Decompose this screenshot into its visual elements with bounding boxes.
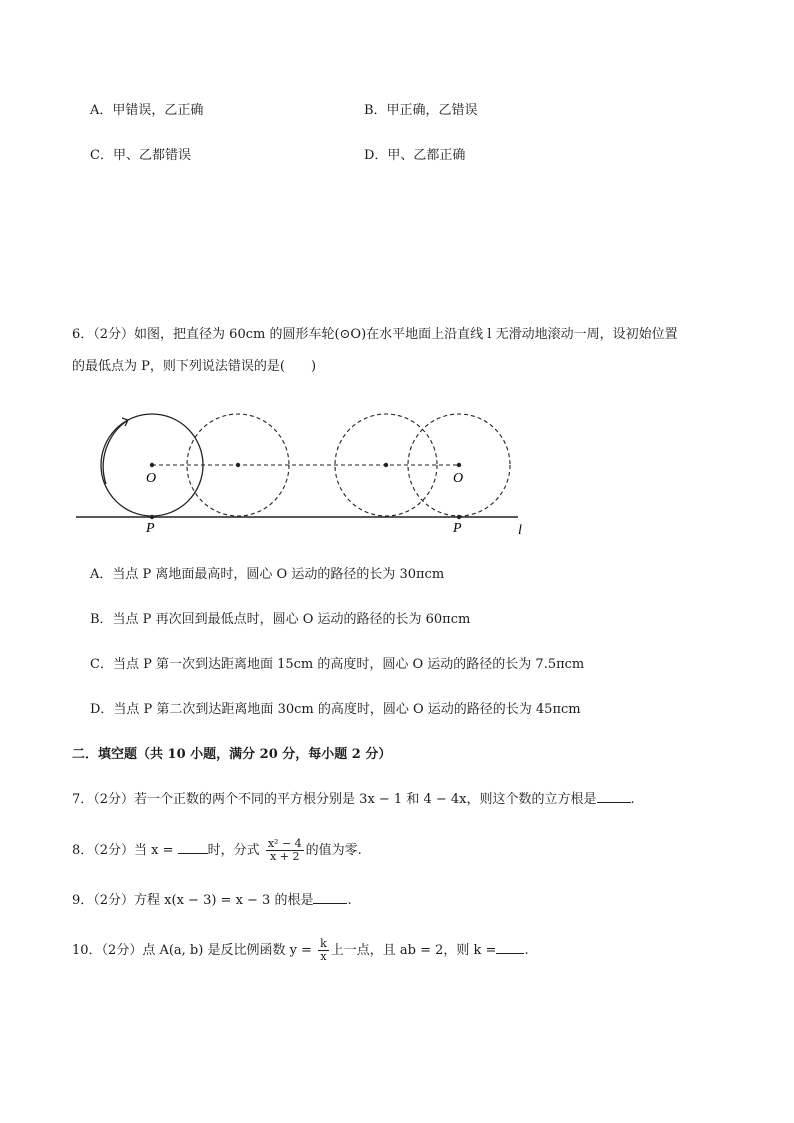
q9-text: 9．（2分）方程 x(x − 3) = x − 3 的根是 bbox=[72, 893, 314, 908]
q10-end: . bbox=[524, 943, 529, 958]
q8-frac-denominator: x + 2 bbox=[270, 850, 300, 863]
q7-answer-blank bbox=[597, 790, 631, 803]
q6-rolling-wheel-figure bbox=[70, 400, 540, 540]
q10-answer-blank bbox=[496, 941, 524, 954]
q10-prefix: 10．（2分）点 A(a, b) 是反比例函数 y = bbox=[72, 943, 312, 958]
q10-frac-numerator: k bbox=[320, 937, 327, 950]
q5-option-b: B．甲正确，乙错误 bbox=[364, 103, 478, 118]
section2-title: 二．填空题（共 10 小题，满分 20 分，每小题 2 分） bbox=[72, 747, 392, 762]
q5-option-c: C．甲、乙都错误 bbox=[90, 148, 191, 163]
q6-option-c: C．当点 P 第一次到达距离地面 15cm 的高度时，圆心 O 运动的路径的长为 7.5πcm bbox=[90, 657, 585, 672]
q9-answer-blank bbox=[313, 891, 347, 904]
label-O-right: O bbox=[453, 471, 464, 486]
q8 bbox=[72, 836, 362, 866]
q6-stem-line1: 6．（2分）如图，把直径为 60cm 的圆形车轮(⊙O)在水平地面上沿直线 l 无滑动地滚动一周，设初始位置 bbox=[72, 327, 678, 342]
q8-middle: 时，分式 bbox=[207, 843, 260, 858]
q8-fraction bbox=[266, 838, 304, 863]
q9-end: . bbox=[347, 893, 352, 908]
q8-frac-numerator: x² − 4 bbox=[267, 837, 302, 850]
q8-suffix: 的值为零. bbox=[305, 843, 362, 858]
q6-option-b: B．当点 P 再次回到最低点时，圆心 O 运动的路径的长为 60πcm bbox=[90, 612, 471, 627]
label-P-left: P bbox=[146, 521, 155, 536]
q7-text: 7．（2分）若一个正数的两个不同的平方根分别是 3x − 1 和 4 − 4x，则这个数的立方根是 bbox=[72, 792, 597, 807]
q9 bbox=[72, 891, 352, 910]
q10-frac-denominator: x bbox=[320, 950, 327, 963]
q6-option-d: D．当点 P 第二次到达距离地面 30cm 的高度时，圆心 O 运动的路径的长为 45πcm bbox=[90, 702, 581, 717]
q7-end: . bbox=[630, 792, 635, 807]
q6-stem-line2: 的最低点为 P，则下列说法错误的是( ) bbox=[72, 359, 317, 374]
q5-option-d: D．甲、乙都正确 bbox=[364, 148, 466, 163]
q7 bbox=[72, 790, 635, 809]
q10-fraction bbox=[318, 938, 329, 963]
label-P-right: P bbox=[453, 521, 462, 536]
q8-answer-blank bbox=[178, 841, 208, 854]
q10-middle: 上一点，且 ab = 2，则 k = bbox=[330, 943, 497, 958]
label-O-left: O bbox=[146, 471, 157, 486]
q8-prefix: 8．（2分）当 x = bbox=[72, 843, 174, 858]
q6-option-a: A．当点 P 离地面最高时，圆心 O 运动的路径的长为 30πcm bbox=[90, 567, 445, 582]
label-l: l bbox=[518, 523, 522, 538]
q5-option-a: A．甲错误，乙正确 bbox=[90, 103, 204, 118]
q10 bbox=[72, 936, 529, 966]
